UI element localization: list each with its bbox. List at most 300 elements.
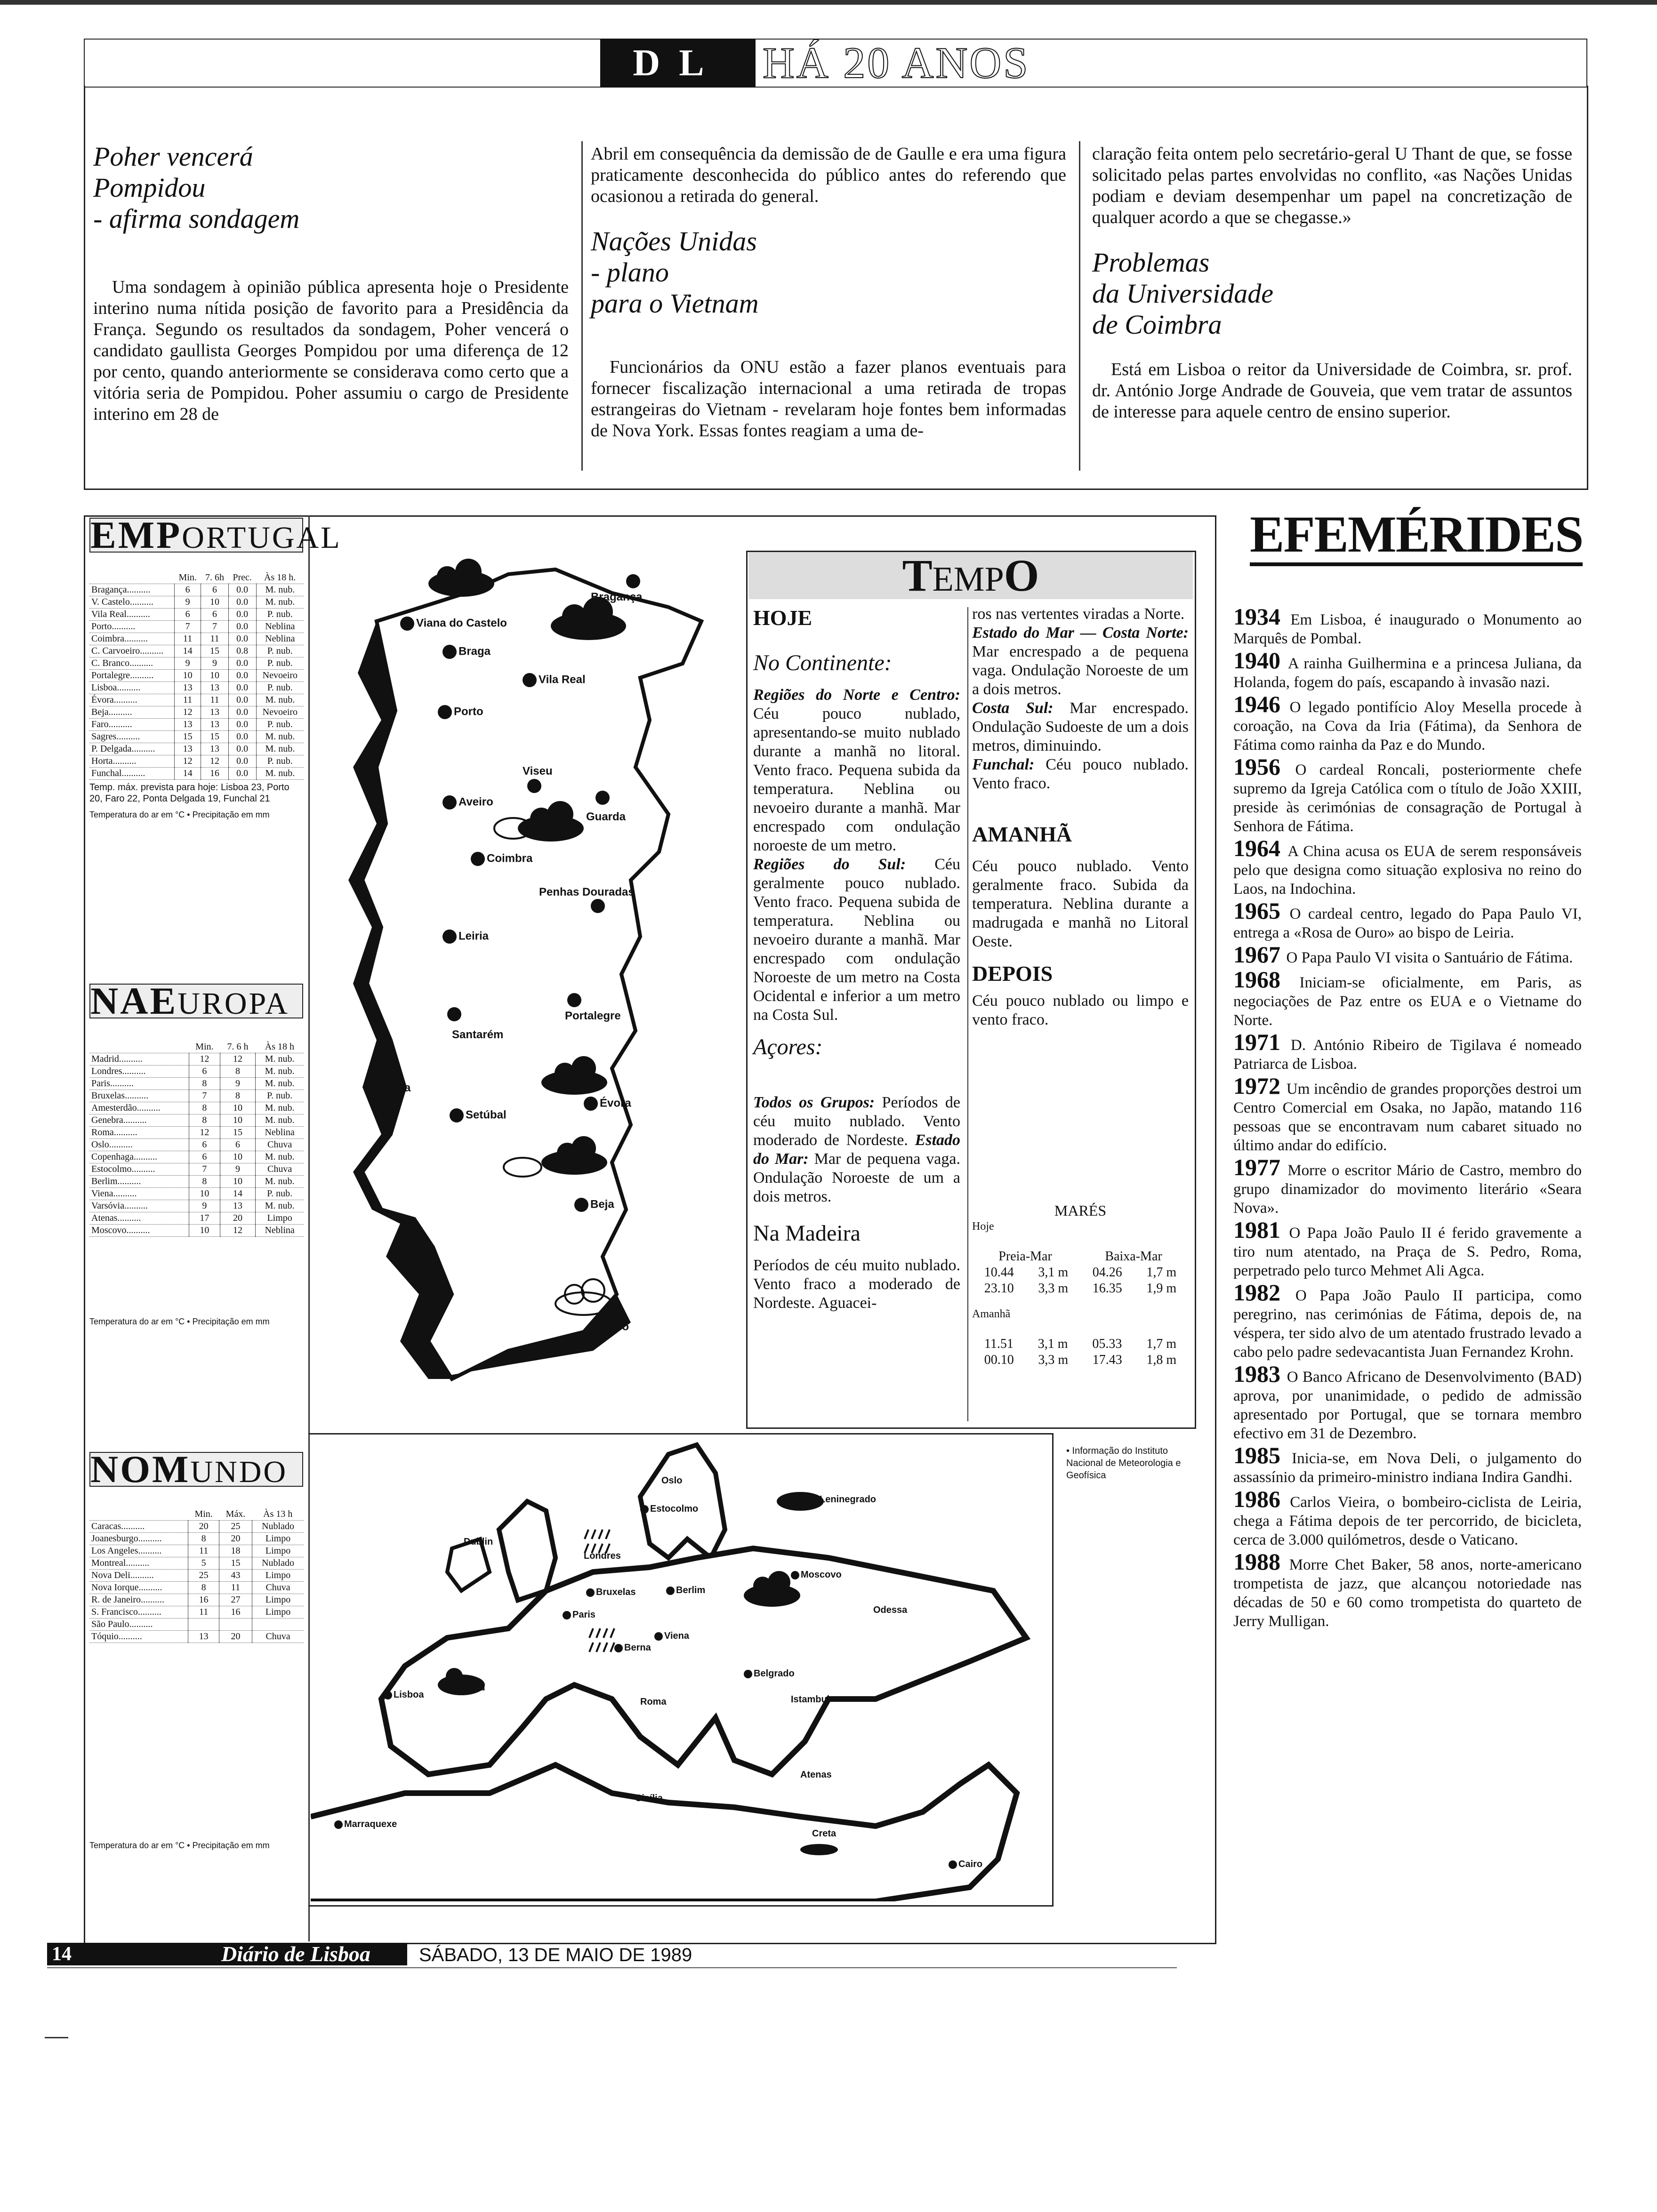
city-cell: Paris.......... <box>89 1078 189 1090</box>
value-cell: 20 <box>220 1212 255 1225</box>
efemeride-year: 1972 <box>1233 1073 1287 1099</box>
value-cell: M. nub. <box>256 1176 304 1188</box>
value-cell: 10 <box>220 1176 255 1188</box>
city-dot-icon <box>523 673 537 687</box>
city-dot-icon <box>666 1587 675 1595</box>
value-cell: 12 <box>220 1225 255 1237</box>
article-coimbra <box>1092 144 1572 423</box>
value-cell: 6 <box>189 1066 220 1078</box>
eu-city: Londres <box>584 1551 621 1561</box>
tide-value: 23.10 <box>984 1281 1014 1296</box>
value-cell: 15 <box>201 645 228 657</box>
eu-city: Berna <box>614 1643 651 1653</box>
value-cell: 15 <box>201 731 228 743</box>
continent-shape <box>381 1548 1026 1774</box>
value-cell: 8 <box>188 1533 219 1545</box>
city-dot-icon <box>442 645 457 659</box>
value-cell: 10 <box>189 1188 220 1200</box>
portugal-table-wrap <box>89 572 304 820</box>
map-city: Beja <box>574 1198 614 1212</box>
value-cell: 14 <box>175 768 201 780</box>
city-cell: Horta.......... <box>89 755 175 768</box>
value-cell: M. nub. <box>256 1151 304 1163</box>
value-cell: 8 <box>220 1066 255 1078</box>
value-cell: P. nub. <box>256 755 304 768</box>
city-dot-icon <box>949 1860 957 1869</box>
table-row <box>89 1139 304 1151</box>
value-cell: M. nub. <box>256 1102 304 1114</box>
city-cell: Beja.......... <box>89 706 175 719</box>
city-cell: P. Delgada.......... <box>89 743 175 755</box>
map-city-label: Viseu <box>523 765 553 777</box>
value-cell: 11 <box>175 633 201 645</box>
value-cell: 15 <box>220 1127 255 1139</box>
value-cell: M. nub. <box>256 1200 304 1212</box>
value-cell: 10 <box>220 1102 255 1114</box>
column-header: Min. <box>188 1508 219 1521</box>
tide-value: 10.44 <box>984 1265 1014 1280</box>
value-cell: M. nub. <box>256 768 304 780</box>
margin-mark <box>45 2037 68 2038</box>
efemeride-item <box>1233 835 1582 898</box>
efemeride-text: O Papa Paulo VI visita o Santuário de Fátima. <box>1286 949 1573 966</box>
value-cell: 43 <box>219 1570 252 1582</box>
value-cell: 8 <box>189 1176 220 1188</box>
value-cell <box>252 1619 304 1631</box>
value-cell: 7 <box>201 621 228 633</box>
efemeride-item <box>1233 753 1582 836</box>
eu-city: Viena <box>654 1631 689 1642</box>
value-cell: Chuva <box>256 1163 304 1176</box>
eu-city: Madrid <box>454 1683 485 1693</box>
city-cell: S. Francisco.......... <box>89 1606 188 1619</box>
city-cell: Madrid.......... <box>89 1053 189 1066</box>
map-city: Braga <box>442 645 491 659</box>
value-cell: 20 <box>219 1631 252 1643</box>
value-cell: 13 <box>201 719 228 731</box>
value-cell: Chuva <box>256 1139 304 1151</box>
tide-value: 04.26 <box>1092 1265 1122 1280</box>
value-cell: 0.0 <box>228 719 256 731</box>
efemeride-text: O Papa João Paulo II participa, como peregrino, nas cerimónias de Fátima, depois de, na véspera, ter sido alvo de um atentado frustrado levado a cabo pelo padre sedevacantista Juan Fernandez Krohn. <box>1233 1287 1582 1361</box>
efemeride-item <box>1233 647 1582 692</box>
value-cell: Neblina <box>256 1127 304 1139</box>
city-cell: Évora.......... <box>89 694 175 706</box>
eu-city: Belgrado <box>744 1668 795 1679</box>
map-city <box>595 791 611 805</box>
value-cell: 9 <box>201 657 228 670</box>
value-cell: 12 <box>189 1053 220 1066</box>
city-dot-icon <box>586 1588 595 1597</box>
crete-shape <box>800 1844 838 1855</box>
efemeride-text: D. António Ribeiro de Tigilava é nomeado Patriarca de Lisboa. <box>1233 1037 1582 1073</box>
map-city: Leiria <box>442 930 489 944</box>
table-row <box>89 1102 304 1114</box>
body-onu: Funcionários da ONU estão a fazer planos eventuais para fornecer fiscalização internacional a uma retirada de tropas estrangeiras do Vietnam - revelaram hoje fontes bem informadas de Nova York. Essas fontes reagiam a uma de- <box>591 357 1066 441</box>
value-cell: M. nub. <box>256 743 304 755</box>
efemeride-text: O Banco Africano de Desenvolvimento (BAD) aprova, por unanimidade, o pedido de admissão apresentado por Portugal, que se tornara membro efectivo em 31 de Dezembro. <box>1233 1369 1582 1442</box>
value-cell: 8 <box>189 1114 220 1127</box>
city-dot-icon <box>654 1632 663 1641</box>
column-header: Às 18 h <box>256 1041 304 1053</box>
value-cell: P. nub. <box>256 609 304 621</box>
map-city <box>527 779 543 793</box>
tide-value: 00.10 <box>984 1353 1014 1367</box>
table-row <box>89 1200 304 1212</box>
value-cell: M. nub. <box>256 1066 304 1078</box>
map-city: Vila Real <box>523 673 586 687</box>
mares-amanha-label: Amanhã <box>972 1308 1011 1320</box>
col-rule-1 <box>581 141 583 471</box>
table-row <box>89 1594 304 1606</box>
city-cell: Nova Iorque.......... <box>89 1582 188 1594</box>
city-dot-icon <box>810 1496 818 1504</box>
value-cell: 6 <box>175 584 201 596</box>
table-header-row <box>89 1041 304 1053</box>
efemeride-text: Iniciam-se oficialmente, em Paris, as negociações de Paz entre os EUA e o Vietname do Norte. <box>1233 974 1582 1029</box>
efemeride-text: O cardeal centro, legado do Papa Paulo VI, entrega a «Rosa de Ouro» ao bispo de Leiria. <box>1233 906 1582 941</box>
value-cell <box>219 1619 252 1631</box>
value-cell: 6 <box>201 609 228 621</box>
efemeride-year: 1968 <box>1233 966 1300 993</box>
tempo-col-1: HOJE No Continente: Regiões do Norte e Centro: Céu pouco nublado, apresentando-se muito nublado durante a manhã no litoral. Vento fraco. Pequena subida da temperatura. Neblina ou nevoeiro durante a manhã. Mar encrespado com ondulação noroeste de um metro. Regiões do Sul: Céu geralmente pouco nublado. Vento fraco. Pequena subida de temperatura. Neblina ou nevoeiro durante a manhã. Mar encrespado com ondulação Noroeste de um metro na Costa Ocidental e inferior a um metro na Costa Sul. Açores: Todos os Grupos: Períodos de céu muito nublado. Vento moderado de Nordeste. Estado do Mar: Mar de pequena vaga. Ondulação Noroeste de um a dois metros. Na Madeira Períodos de céu muito nublado. Vento fraco a moderado de Nordeste. Aguacei- <box>753 606 961 1312</box>
city-cell: C. Carvoeiro.......... <box>89 645 175 657</box>
efemeride-text: Um incêndio de grandes proporções destroi um Centro Comercial em Osaka, no Japão, matando 116 pessoas que se encontravam num cabaret situado no último andar do edifício. <box>1233 1081 1582 1154</box>
value-cell: Chuva <box>252 1582 304 1594</box>
city-dot-icon <box>640 1505 649 1514</box>
value-cell: 0.0 <box>228 706 256 719</box>
value-cell: 27 <box>219 1594 252 1606</box>
efemeride-year: 1964 <box>1233 835 1288 861</box>
map-city: Viana do Castelo <box>400 617 507 631</box>
eu-city: Istambul <box>791 1694 830 1705</box>
eu-city: Estocolmo <box>640 1504 698 1515</box>
eu-city: Bruxelas <box>586 1587 636 1598</box>
table-row <box>89 645 304 657</box>
value-cell: Nublado <box>252 1557 304 1570</box>
city-dot-icon <box>595 791 610 805</box>
eu-city: Berlim <box>666 1585 705 1596</box>
page-number: 14 <box>52 1943 72 1965</box>
map-city-label: Santarém <box>452 1028 504 1041</box>
table-row <box>89 1533 304 1545</box>
body-onu-cont: claração feita ontem pelo secretário-geral U Thant de que, se fosse solicitado pelas partes envolvidas no conflito, «as Nações Unidas podiam e deviam desempenhar um papel na concretização de qualquer acordo a que se chegasse.» <box>1092 144 1572 227</box>
city-cell: Funchal.......... <box>89 768 175 780</box>
city-cell: Viena.......... <box>89 1188 189 1200</box>
value-cell: 7 <box>175 621 201 633</box>
table-row <box>89 1225 304 1237</box>
value-cell: 0.0 <box>228 731 256 743</box>
value-cell: 9 <box>220 1163 255 1176</box>
table-row <box>89 657 304 670</box>
map-city-label: Lisboa <box>374 1082 411 1094</box>
city-cell: Bragança.......... <box>89 584 175 596</box>
efemeride-item <box>1233 1073 1582 1155</box>
city-dot-icon <box>400 617 414 631</box>
tide-row <box>972 1265 1189 1281</box>
table-row <box>89 743 304 755</box>
cloud-icon <box>428 559 494 597</box>
column-header: 7. 6h <box>201 572 228 584</box>
value-cell: 9 <box>189 1200 220 1212</box>
efemeride-item <box>1233 1279 1582 1362</box>
city-dot-icon <box>563 1611 571 1619</box>
efemeride-item <box>1233 603 1582 648</box>
map-city <box>591 899 607 913</box>
table-row <box>89 1545 304 1557</box>
value-cell: M. nub. <box>256 694 304 706</box>
efemeride-year: 1988 <box>1233 1548 1289 1575</box>
city-dot-icon <box>471 852 485 866</box>
portugal-table <box>89 572 304 780</box>
city-dot-icon <box>574 1198 588 1212</box>
value-cell: Nevoeiro <box>256 670 304 682</box>
value-cell: 10 <box>189 1225 220 1237</box>
map-city-label: Penhas Douradas <box>539 886 635 898</box>
table-row <box>89 633 304 645</box>
britain-shape <box>499 1501 555 1600</box>
headline-onu: Nações Unidas - plano para o Vietnam <box>591 226 759 319</box>
value-cell: M. nub. <box>256 1114 304 1127</box>
table-row <box>89 682 304 694</box>
eu-city: Moscovo <box>791 1570 842 1580</box>
efemeride-year: 1965 <box>1233 898 1290 924</box>
europa-footer: Temperatura do ar em °C • Precipitação em mm <box>89 1317 270 1326</box>
value-cell: 13 <box>220 1200 255 1212</box>
value-cell: 0.0 <box>228 609 256 621</box>
efemeride-text: Em Lisboa, é inaugurado o Monumento ao Marquês de Pombal. <box>1233 611 1582 647</box>
value-cell: 12 <box>175 706 201 719</box>
value-cell: 6 <box>189 1139 220 1151</box>
efemeride-item <box>1233 1442 1582 1487</box>
city-dot-icon <box>626 574 640 588</box>
efemeride-year: 1934 <box>1233 603 1291 630</box>
value-cell <box>188 1619 219 1631</box>
efemeride-year: 1977 <box>1233 1154 1288 1180</box>
city-dot-icon <box>384 1691 392 1699</box>
column-header: Min. <box>175 572 201 584</box>
city-cell: Londres.......... <box>89 1066 189 1078</box>
table-row <box>89 621 304 633</box>
efemeride-text: O legado pontifício Aloy Mesella procede à coroação, na Cova da Iria (Fátima), da Senhora de Fátima como rainha da Paz e do Mundo. <box>1233 699 1582 753</box>
table-row <box>89 694 304 706</box>
value-cell: M. nub. <box>256 584 304 596</box>
value-cell: Nublado <box>252 1521 304 1533</box>
table-row <box>89 1570 304 1582</box>
city-cell: Caracas.......... <box>89 1521 188 1533</box>
body-poher: Uma sondagem à opinião pública apresenta hoje o Presidente interino numa nítida posição de favorito para a Presidência da França. Segundo os resultados da sondagem, Poher vencerá o candidato gaullista Georges Pompidou por uma diferença de 12 por cento, quando anteriormente se considerava como certo que a vitória seria de Pompidou. Poher assumiu o cargo de Presidente interino em 28 de <box>93 277 569 424</box>
value-cell: 11 <box>201 633 228 645</box>
value-cell: 11 <box>201 694 228 706</box>
eu-city: Paris <box>563 1610 595 1620</box>
mundo-table-wrap <box>89 1508 304 1851</box>
tempo-title: TEMPO <box>748 552 1193 599</box>
tide-value: 1,9 m <box>1146 1281 1177 1296</box>
column-header <box>89 1041 189 1053</box>
efemeride-year: 1971 <box>1233 1029 1291 1055</box>
city-cell: Estocolmo.......... <box>89 1163 189 1176</box>
value-cell: 12 <box>220 1053 255 1066</box>
value-cell: 9 <box>175 657 201 670</box>
tides-hoje <box>972 1265 1189 1297</box>
city-cell: Coimbra.......... <box>89 633 175 645</box>
map-city <box>567 993 583 1007</box>
map-city-label: Portalegre <box>565 1010 621 1022</box>
efemeride-year: 1967 <box>1233 941 1287 968</box>
column-header <box>89 1508 188 1521</box>
footer-bar <box>47 1943 407 1965</box>
city-cell: Copenhaga.......... <box>89 1151 189 1163</box>
map-city: Évora <box>584 1097 631 1111</box>
europa-table-wrap <box>89 1041 304 1327</box>
article-onu <box>591 144 1066 441</box>
mediterranean-coast <box>311 1765 1017 1901</box>
eu-city: Leninegrado <box>810 1494 876 1505</box>
value-cell: Limpo <box>252 1594 304 1606</box>
city-dot-icon <box>591 899 605 913</box>
value-cell: M. nub. <box>256 1078 304 1090</box>
tide-value: 3,1 m <box>1038 1337 1068 1351</box>
tide-value: 17.43 <box>1092 1353 1122 1367</box>
table-row <box>89 1521 304 1533</box>
column-header: 7. 6 h <box>220 1041 255 1053</box>
value-cell: 14 <box>175 645 201 657</box>
eu-city: Odessa <box>873 1605 908 1615</box>
efemeride-item <box>1233 1217 1582 1280</box>
value-cell: 20 <box>219 1533 252 1545</box>
mundo-table <box>89 1508 304 1643</box>
value-cell: 16 <box>219 1606 252 1619</box>
tide-value: 11.51 <box>984 1337 1014 1351</box>
headline-poher: Poher vencerá Pompidou - afirma sondagem <box>93 141 300 234</box>
value-cell: 0.8 <box>228 645 256 657</box>
efemeride-text: Inicia-se, em Nova Deli, o julgamento do assassínio da primeiro-ministro indiana Indira Gandhi. <box>1233 1450 1582 1486</box>
city-dot-icon <box>744 1670 752 1678</box>
value-cell: 15 <box>219 1557 252 1570</box>
table-row <box>89 1619 304 1631</box>
mares-header: Preia-Mar Baixa-Mar <box>998 1249 1162 1264</box>
mares-table <box>972 1202 1189 1368</box>
table-header-row <box>89 1508 304 1521</box>
column-header <box>89 572 175 584</box>
value-cell: M. nub. <box>256 1053 304 1066</box>
portugal-map <box>311 522 753 1426</box>
tide-value: 05.33 <box>1092 1337 1122 1351</box>
efemerides-title: EFEMÉRIDES <box>1250 506 1583 566</box>
value-cell: 0.0 <box>228 682 256 694</box>
map-city <box>447 1007 463 1021</box>
tide-value: 1,8 m <box>1146 1353 1177 1367</box>
value-cell: 0.0 <box>228 621 256 633</box>
map-city: Coimbra <box>471 852 532 866</box>
tempo-col-2: ros nas vertentes viradas a Norte. Estado do Mar — Costa Norte: Mar encrespado a de pequena vaga. Ondulação Noroeste de um a dois metros. Costa Sul: Mar encrespado. Ondulação Sudoeste de um a dois metros, diminuindo. Funchal: Céu pouco nublado. Vento fraco. AMANHÃ Céu pouco nublado. Vento geralmente fraco. Subida da temperatura. Neblina durante a madrugada e manhã no Litoral Oeste. DEPOIS Céu pouco nublado ou limpo e vento fraco. <box>972 605 1189 1028</box>
value-cell: Limpo <box>252 1533 304 1545</box>
table-header-row <box>89 572 304 584</box>
value-cell: Neblina <box>256 633 304 645</box>
value-cell: 7 <box>189 1163 220 1176</box>
value-cell: 16 <box>188 1594 219 1606</box>
table-row <box>89 755 304 768</box>
efemeride-text: Morre o escritor Mário de Castro, membro do grupo dinamizador do movimento literário «Seara Nova». <box>1233 1162 1582 1217</box>
value-cell: P. nub. <box>256 719 304 731</box>
value-cell: 0.0 <box>228 633 256 645</box>
value-cell: 6 <box>201 584 228 596</box>
city-cell: Varsóvia.......... <box>89 1200 189 1212</box>
mundo-title: NOMUNDO <box>89 1452 303 1487</box>
value-cell: Chuva <box>252 1631 304 1643</box>
eu-city: Creta <box>812 1828 837 1839</box>
value-cell: 10 <box>201 670 228 682</box>
city-dot-icon <box>614 1644 623 1652</box>
table-row <box>89 1557 304 1570</box>
value-cell: 6 <box>189 1151 220 1163</box>
value-cell: 11 <box>188 1606 219 1619</box>
value-cell: 0.0 <box>228 694 256 706</box>
efemerides-list <box>1233 603 1582 1634</box>
value-cell: Limpo <box>252 1606 304 1619</box>
value-cell: 11 <box>188 1545 219 1557</box>
table-row <box>89 1582 304 1594</box>
table-row <box>89 1606 304 1619</box>
table-row <box>89 1053 304 1066</box>
map-city-label: Guarda <box>586 810 626 823</box>
portugal-note: Temp. máx. prevista para hoje: Lisboa 23, Porto 20, Faro 22, Ponta Delgada 19, Funchal 21 <box>89 782 290 804</box>
value-cell: 0.0 <box>228 743 256 755</box>
table-row <box>89 1176 304 1188</box>
value-cell: 18 <box>219 1545 252 1557</box>
value-cell: 0.0 <box>228 584 256 596</box>
tide-value: 3,3 m <box>1038 1281 1069 1296</box>
value-cell: 9 <box>175 596 201 609</box>
city-cell: R. de Janeiro.......... <box>89 1594 188 1606</box>
eu-city: Atenas <box>800 1770 832 1780</box>
table-row <box>89 1163 304 1176</box>
efemeride-item <box>1233 898 1582 942</box>
table-row <box>89 1078 304 1090</box>
efemeride-year: 1940 <box>1233 647 1288 673</box>
value-cell: P. nub. <box>256 1090 304 1102</box>
table-row <box>89 1188 304 1200</box>
efemeride-item <box>1233 1486 1582 1549</box>
efemeride-year: 1946 <box>1233 691 1290 717</box>
section-title: HÁ 20 ANOS <box>763 39 1030 88</box>
eu-city: Roma <box>640 1697 667 1707</box>
mares-title: MARÉS <box>1054 1202 1107 1219</box>
portugal-title: EMPORTUGAL <box>90 513 342 556</box>
city-cell: Nova Deli.......... <box>89 1570 188 1582</box>
headline-coimbra: Problemas da Universidade de Coimbra <box>1092 247 1273 340</box>
table-row <box>89 670 304 682</box>
map-city-label: Bragança <box>591 591 643 603</box>
value-cell: 12 <box>175 755 201 768</box>
table-row <box>89 706 304 719</box>
city-dot-icon <box>447 1007 461 1021</box>
column-header: Às 13 h <box>252 1508 304 1521</box>
city-cell: Los Angeles.......... <box>89 1545 188 1557</box>
city-cell: Roma.......... <box>89 1127 189 1139</box>
mundo-footer: Temperatura do ar em °C • Precipitação em mm <box>89 1841 270 1850</box>
value-cell: 0.0 <box>228 657 256 670</box>
europa-title: NAEUROPA <box>89 984 303 1018</box>
city-cell: V. Castelo.......... <box>89 596 175 609</box>
table-row <box>89 596 304 609</box>
value-cell: 12 <box>189 1127 220 1139</box>
city-cell: Porto.......... <box>89 621 175 633</box>
city-cell: São Paulo.......... <box>89 1619 188 1631</box>
efemeride-item <box>1233 966 1582 1030</box>
value-cell: 0.0 <box>228 768 256 780</box>
city-cell: Lisboa.......... <box>89 682 175 694</box>
